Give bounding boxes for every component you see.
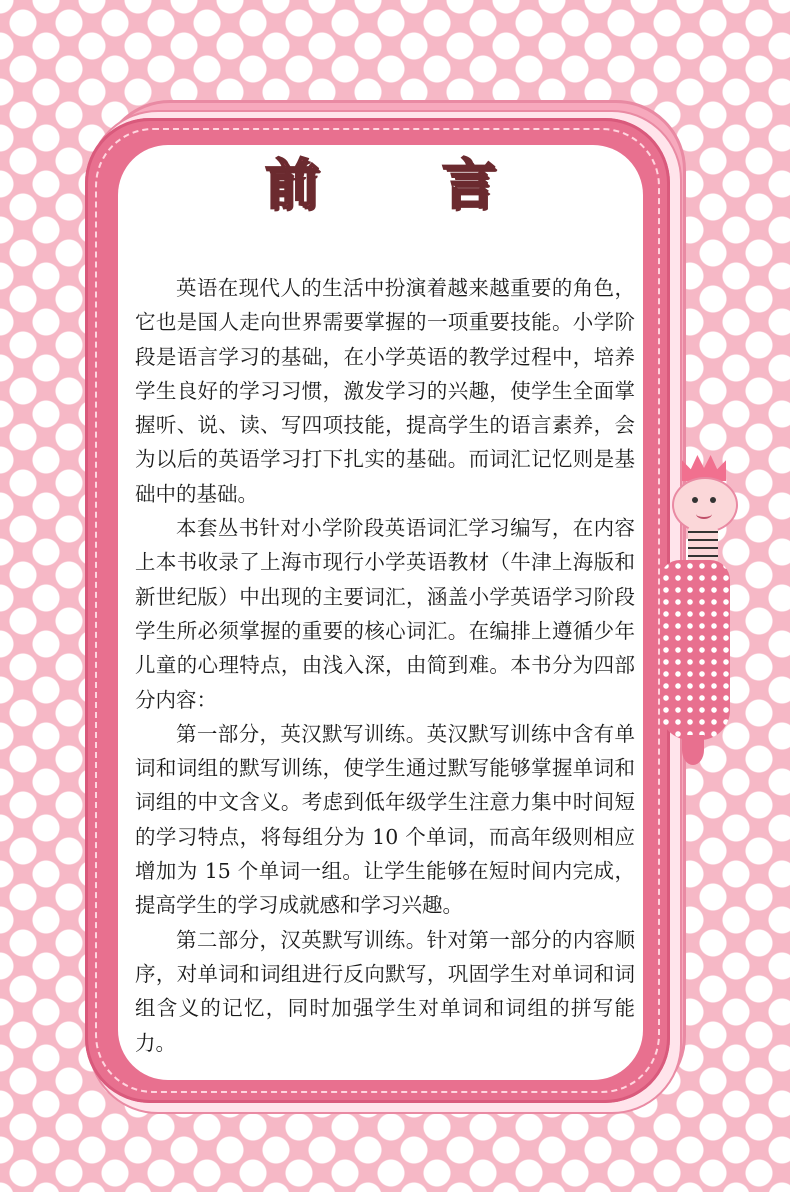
paragraph-4: 第二部分，汉英默写训练。针对第一部分的内容顺序，对单词和词组进行反向默写，巩固学生对单词和词组含义的记忆，同时加强学生对单词和词组的拼写能力。 [135, 927, 635, 1055]
mascot-body [660, 560, 730, 740]
paragraph-1: 英语在现代人的生活中扮演着越来越重要的角色，它也是国人走向世界需要掌握的一项重要技能。小学阶段是语言学习的基础，在小学英语的教学过程中，培养学生良好的学习习惯，激发学习的兴趣，使学生全面掌握听、说、读、写四项技能，提高学生的语言素养，会为以后的英语学习打下扎实的基础。而词汇记忆则是基础中的基础。 [135, 276, 635, 506]
cartoon-mascot-illustration [660, 455, 740, 755]
mascot-tail [682, 735, 704, 765]
mouth [696, 509, 712, 519]
paragraph-3: 第一部分，英汉默写训练。英汉默写训练中含有单词和词组的默写训练，使学生通过默写能够掌握单词和词组的中文含义。考虑到低年级学生注意力集中时间短的学习特点，将每组分为 10 个单词，而高年级则相应增加为 15 个单词一组。让学生能够在短时间内完成，提高学生的学习成就感和学习兴趣。 [135, 721, 635, 918]
preface-body [135, 271, 635, 1060]
paragraph-2: 本套丛书针对小学阶段英语词汇学习编写，在内容上本书收录了上海市现行小学英语教材（牛津上海版和新世纪版）中出现的主要词汇，涵盖小学英语学习阶段学生所必须掌握的重要的核心词汇。在编排上遵循少年儿童的心理特点，由浅入深，由简到难。本书分为四部分内容： [135, 516, 635, 712]
right-eye [710, 497, 716, 503]
page-title: 前 言 [265, 153, 548, 216]
mascot-neck [688, 525, 718, 565]
left-eye [692, 497, 698, 503]
